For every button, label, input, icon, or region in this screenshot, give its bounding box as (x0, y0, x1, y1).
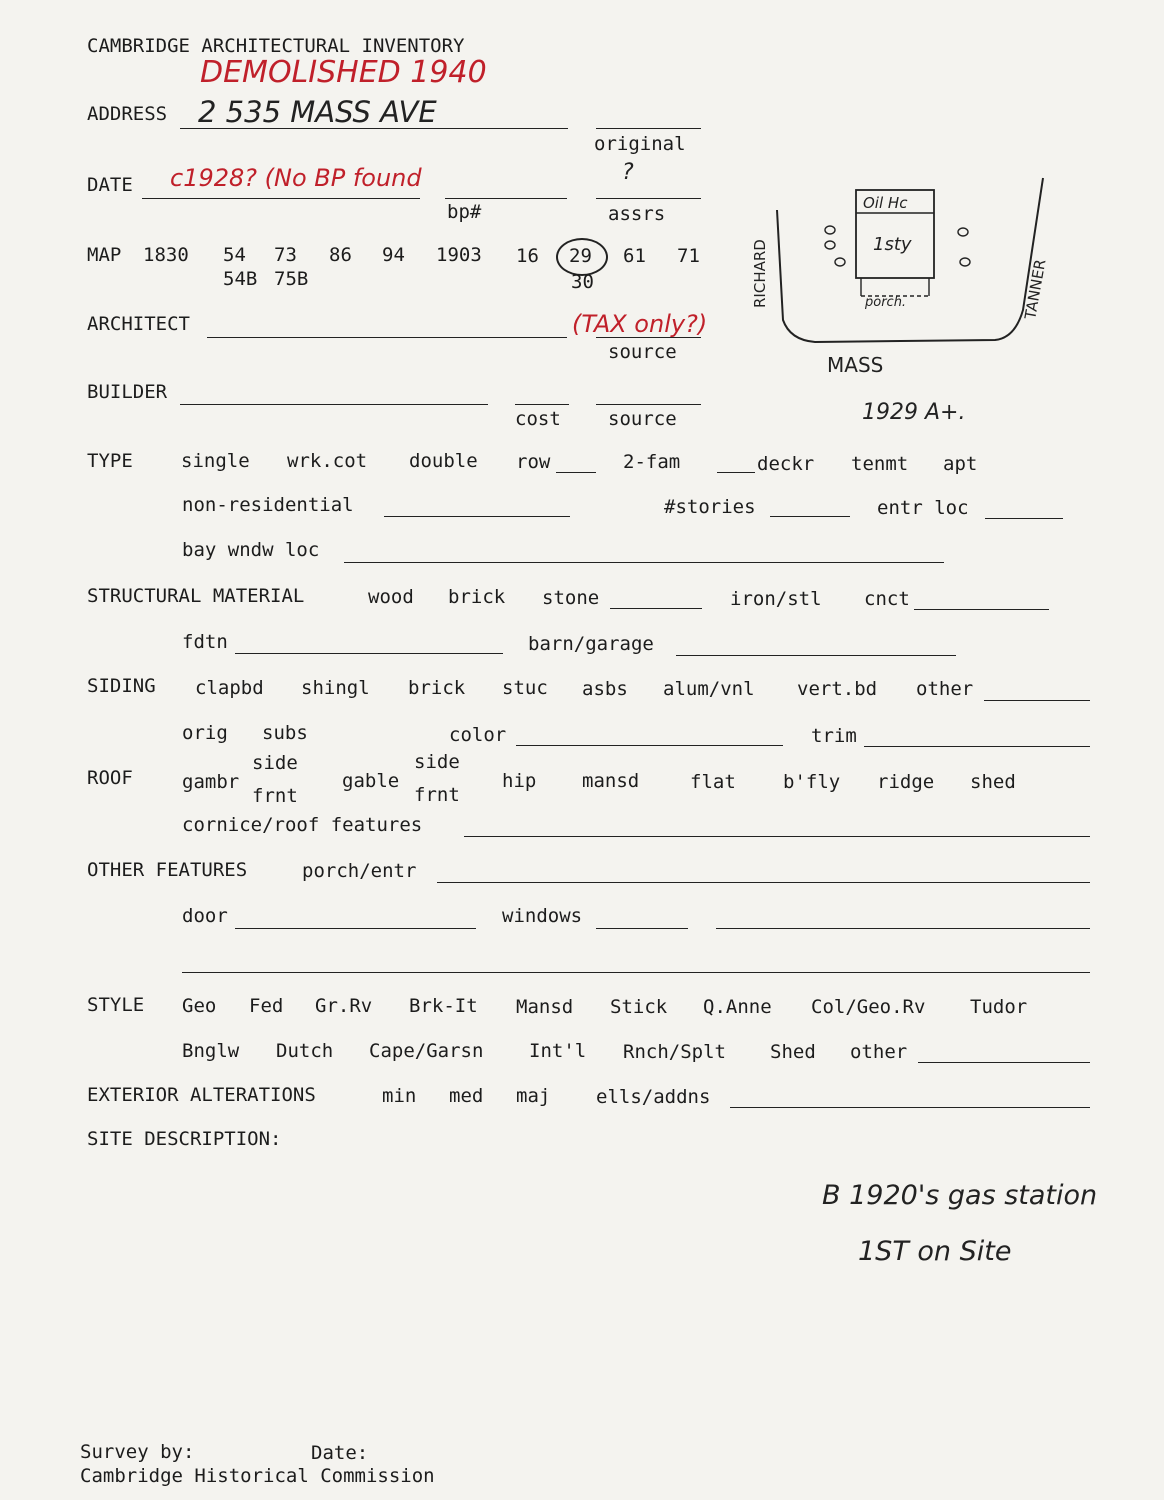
siding-option: vert.bd (797, 678, 878, 700)
structural-option: stone (542, 587, 600, 609)
bp-label: bp# (447, 201, 482, 223)
bp-line (445, 198, 567, 199)
site-note-2: 1ST on Site (858, 1236, 1012, 1267)
style-option: Tudor (970, 996, 1028, 1018)
roof-option: flat (690, 771, 736, 793)
sketch-building-top: Oil Hc (863, 194, 908, 212)
style-option: Geo (182, 995, 217, 1017)
assrs-line (596, 198, 701, 199)
type-option: wrk.cot (287, 450, 368, 472)
style-option: Brk-It (409, 995, 478, 1017)
nonres-line (384, 516, 570, 517)
trim-line (864, 746, 1090, 747)
cornice-line (464, 836, 1090, 837)
style-option: Bnglw (182, 1040, 240, 1062)
builder-line (180, 404, 488, 405)
siding-option: shingl (301, 677, 370, 699)
ells-line (730, 1107, 1090, 1108)
map-year: 61 (623, 245, 646, 267)
sketch-street-right: TANNER (1021, 257, 1050, 321)
style-option: Mansd (516, 996, 574, 1018)
siding-option: brick (408, 677, 466, 699)
deckr-line (717, 472, 755, 473)
roof-option: frnt (252, 785, 298, 807)
style-option: Int'l (529, 1040, 587, 1062)
features-extra-line (182, 972, 1090, 973)
windows-label: windows (502, 905, 583, 927)
map-year-circled: 29 (569, 245, 592, 267)
windows-line-1 (596, 928, 688, 929)
builder-label: BUILDER (87, 381, 168, 403)
original-line (596, 128, 701, 129)
siding-other-line (984, 700, 1090, 701)
other-features-label: OTHER FEATURES (87, 859, 248, 881)
map-year: 1903 (436, 244, 482, 266)
original-value: ? (622, 160, 634, 185)
door-line (235, 928, 476, 929)
map-year: 75B (274, 268, 309, 290)
form-title: CAMBRIDGE ARCHITECTURAL INVENTORY (87, 35, 465, 57)
type-option: tenmt (851, 453, 909, 475)
exterior-option: maj (516, 1085, 551, 1107)
sketch-street-bottom: MASS (827, 353, 884, 377)
barn-line (676, 655, 956, 656)
map-year: 71 (677, 245, 700, 267)
exterior-option: min (382, 1085, 417, 1107)
footer-date-label: Date: (311, 1442, 369, 1464)
source-line-2 (596, 404, 701, 405)
cost-line (515, 404, 569, 405)
address-value: 2 535 MASS AVE (198, 95, 437, 129)
siding-option: clapbd (195, 677, 264, 699)
map-label: MAP (87, 244, 122, 266)
survey-label: Survey by: (80, 1441, 195, 1463)
exterior-option: med (449, 1085, 484, 1107)
cornice-label: cornice/roof features (182, 814, 423, 836)
style-other-line (918, 1062, 1090, 1063)
roof-option: shed (970, 771, 1016, 793)
roof-option: hip (502, 770, 537, 792)
type-option: 2-fam (623, 451, 681, 473)
nonres-label: non-residential (182, 494, 354, 516)
assrs-label: assrs (608, 203, 666, 225)
barn-label: barn/garage (528, 633, 654, 655)
porch-line (437, 882, 1090, 883)
architect-label: ARCHITECT (87, 313, 190, 335)
roof-option: b'fly (783, 771, 841, 793)
map-year: 30 (571, 271, 594, 293)
style-option: Shed (770, 1041, 816, 1063)
site-sketch (735, 170, 1075, 430)
siding-label: SIDING (87, 675, 156, 697)
site-note-1: B 1920's gas station (822, 1180, 1098, 1211)
roof-option: side (252, 752, 298, 774)
style-option: Gr.Rv (315, 995, 373, 1017)
style-option: Col/Geo.Rv (811, 996, 926, 1018)
color-line (516, 745, 783, 746)
address-label: ADDRESS (87, 103, 168, 125)
siding-option: other (916, 678, 974, 700)
exterior-option: ells/addns (596, 1086, 711, 1108)
porch-label: porch/entr (302, 860, 417, 882)
roof-option: frnt (414, 784, 460, 806)
map-year: 54 (223, 244, 246, 266)
structural-option: wood (368, 586, 414, 608)
structural-option: iron/stl (730, 588, 822, 610)
color-label: color (449, 724, 507, 746)
sketch-porch: porch. (865, 295, 907, 310)
map-year: 54B (223, 268, 258, 290)
date-value: c1928? (No BP found (170, 164, 422, 192)
source-label-1: source (608, 341, 677, 363)
structural-label: STRUCTURAL MATERIAL (87, 585, 305, 607)
siding-option: stuc (502, 677, 548, 699)
structural-option: brick (448, 586, 506, 608)
entr-label: entr loc (877, 497, 969, 519)
style-option: Q.Anne (703, 996, 772, 1018)
style-option: Stick (610, 996, 668, 1018)
roof-option: gambr (182, 771, 240, 793)
fdtn-label: fdtn (182, 631, 228, 653)
siding-subs: subs (262, 722, 308, 744)
siding-option: asbs (582, 678, 628, 700)
siding-orig: orig (182, 722, 228, 744)
windows-line-2 (716, 928, 1090, 929)
map-year: 86 (329, 244, 352, 266)
roof-option: mansd (582, 770, 640, 792)
original-label: original (594, 133, 686, 155)
source-label-2: source (608, 408, 677, 430)
stories-line (770, 516, 850, 517)
style-option: Cape/Garsn (369, 1040, 484, 1062)
stories-label: #stories (664, 496, 756, 518)
cnct-line (914, 609, 1049, 610)
type-option: deckr (757, 453, 815, 475)
style-option: Rnch/Splt (623, 1041, 726, 1063)
entr-line (985, 518, 1063, 519)
map-year: 94 (382, 244, 405, 266)
roof-option: side (414, 751, 460, 773)
architect-line (207, 337, 567, 338)
type-option: row (516, 451, 551, 473)
roof-option: ridge (877, 771, 935, 793)
siding-option: alum/vnl (663, 678, 755, 700)
type-label: TYPE (87, 450, 133, 472)
door-label: door (182, 905, 228, 927)
tax-note: (TAX only?) (572, 310, 708, 338)
bay-line (344, 562, 944, 563)
structural-option: cnct (864, 588, 910, 610)
sketch-building-mid: 1sty (873, 234, 912, 255)
row-line (556, 472, 596, 473)
date-label: DATE (87, 174, 133, 196)
cost-label: cost (515, 408, 561, 430)
style-option: Fed (249, 995, 284, 1017)
style-option: Dutch (276, 1040, 334, 1062)
type-option: apt (943, 453, 978, 475)
type-option: double (409, 450, 478, 472)
fdtn-line (235, 653, 503, 654)
bay-label: bay wndw loc (182, 539, 320, 561)
style-option: other (850, 1041, 908, 1063)
map-year: 16 (516, 245, 539, 267)
trim-label: trim (811, 725, 857, 747)
site-description-label: SITE DESCRIPTION: (87, 1128, 282, 1150)
demolished-note: DEMOLISHED 1940 (200, 55, 487, 90)
map-year: 73 (274, 244, 297, 266)
style-label: STYLE (87, 994, 145, 1016)
sketch-street-left: RICHARD (751, 239, 769, 308)
date-line (142, 198, 420, 199)
exterior-label: EXTERIOR ALTERATIONS (87, 1084, 316, 1106)
sketch-caption: 1929 A+. (862, 400, 966, 425)
roof-label: ROOF (87, 767, 133, 789)
roof-option: gable (342, 770, 400, 792)
stone-line (610, 608, 702, 609)
map-year: 1830 (143, 244, 189, 266)
type-option: single (181, 450, 250, 472)
commission-name: Cambridge Historical Commission (80, 1465, 435, 1487)
